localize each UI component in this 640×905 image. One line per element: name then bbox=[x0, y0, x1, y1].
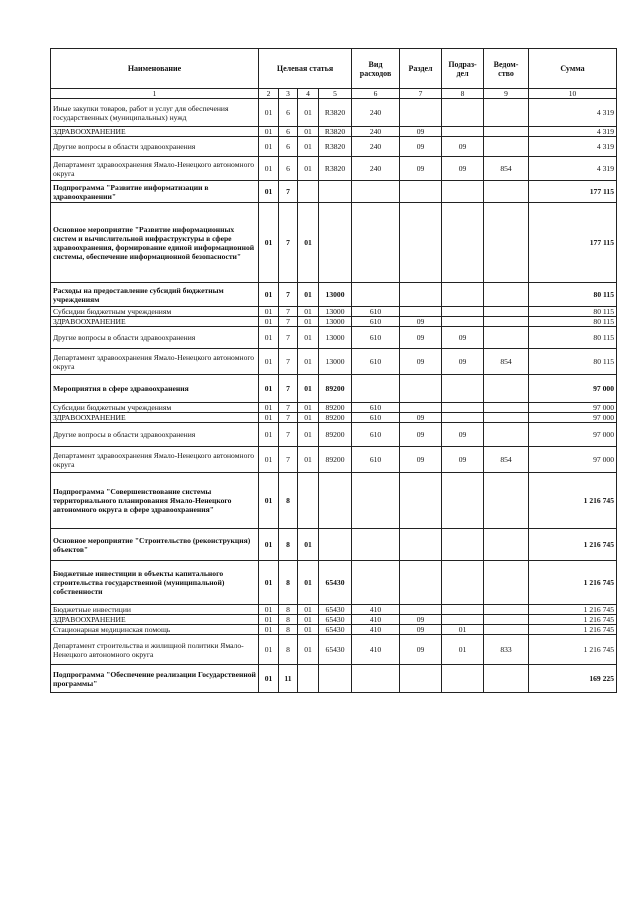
col-num: 7 bbox=[400, 89, 442, 99]
subsection: 01 bbox=[442, 625, 484, 635]
row-name: Основное мероприятие "Развитие информационных систем и вычислительной инфраструктуры в сфере здравоохранения, формирование единой информационной системы, обеспечение информационной безопасности" bbox=[51, 203, 259, 283]
header-vid: Вид расходов bbox=[352, 49, 400, 89]
target-code-3: 01 bbox=[298, 605, 319, 615]
col-num: 4 bbox=[298, 89, 319, 99]
expense-type: 410 bbox=[352, 635, 400, 665]
table-row bbox=[51, 307, 617, 317]
table-row bbox=[51, 615, 617, 625]
section bbox=[400, 99, 442, 127]
target-code-2: 8 bbox=[279, 529, 298, 561]
target-code-4: 65430 bbox=[319, 605, 352, 615]
subsection bbox=[442, 615, 484, 625]
target-code-1: 01 bbox=[259, 605, 279, 615]
expense-type bbox=[352, 473, 400, 529]
table-row bbox=[51, 127, 617, 137]
expense-type bbox=[352, 203, 400, 283]
target-code-1: 01 bbox=[259, 375, 279, 403]
header-vedomstvo: Ведом-ство bbox=[484, 49, 529, 89]
department-code bbox=[484, 283, 529, 307]
table-row bbox=[51, 447, 617, 473]
subsection: 09 bbox=[442, 137, 484, 157]
department-code bbox=[484, 529, 529, 561]
section bbox=[400, 307, 442, 317]
amount: 97 000 bbox=[529, 447, 617, 473]
row-name: Бюджетные инвестиции в объекты капитального строительства государственной (муниципальной) собственности bbox=[51, 561, 259, 605]
row-name: Субсидии бюджетным учреждениям bbox=[51, 403, 259, 413]
row-name: Департамент здравоохранения Ямало-Ненецкого автономного округа bbox=[51, 349, 259, 375]
target-code-1: 01 bbox=[259, 307, 279, 317]
target-code-4: 13000 bbox=[319, 317, 352, 327]
amount: 80 115 bbox=[529, 317, 617, 327]
section: 09 bbox=[400, 127, 442, 137]
target-code-2: 7 bbox=[279, 307, 298, 317]
row-name: Стационарная медицинская помощь bbox=[51, 625, 259, 635]
department-code bbox=[484, 99, 529, 127]
target-code-1: 01 bbox=[259, 203, 279, 283]
col-num: 5 bbox=[319, 89, 352, 99]
target-code-4: R3820 bbox=[319, 137, 352, 157]
expense-type bbox=[352, 561, 400, 605]
expense-type: 610 bbox=[352, 447, 400, 473]
target-code-4 bbox=[319, 181, 352, 203]
subsection bbox=[442, 283, 484, 307]
table-row bbox=[51, 635, 617, 665]
subsection bbox=[442, 99, 484, 127]
target-code-4: 13000 bbox=[319, 327, 352, 349]
section: 09 bbox=[400, 615, 442, 625]
amount: 1 216 745 bbox=[529, 473, 617, 529]
amount: 97 000 bbox=[529, 403, 617, 413]
section bbox=[400, 561, 442, 605]
section: 09 bbox=[400, 349, 442, 375]
expense-type: 240 bbox=[352, 157, 400, 181]
target-code-4: 65430 bbox=[319, 561, 352, 605]
target-code-2: 8 bbox=[279, 473, 298, 529]
target-code-2: 6 bbox=[279, 137, 298, 157]
subsection: 01 bbox=[442, 635, 484, 665]
subsection bbox=[442, 375, 484, 403]
col-num: 6 bbox=[352, 89, 400, 99]
department-code: 854 bbox=[484, 349, 529, 375]
expense-type bbox=[352, 283, 400, 307]
expense-type: 410 bbox=[352, 625, 400, 635]
expense-type: 610 bbox=[352, 349, 400, 375]
target-code-1: 01 bbox=[259, 181, 279, 203]
target-code-2: 8 bbox=[279, 635, 298, 665]
target-code-2: 8 bbox=[279, 561, 298, 605]
target-code-4: 13000 bbox=[319, 283, 352, 307]
expense-type: 610 bbox=[352, 403, 400, 413]
subsection bbox=[442, 473, 484, 529]
target-code-1: 01 bbox=[259, 423, 279, 447]
section: 09 bbox=[400, 157, 442, 181]
section bbox=[400, 403, 442, 413]
target-code-3: 01 bbox=[298, 307, 319, 317]
row-name: ЗДРАВООХРАНЕНИЕ bbox=[51, 127, 259, 137]
subsection bbox=[442, 413, 484, 423]
target-code-1: 01 bbox=[259, 529, 279, 561]
target-code-1: 01 bbox=[259, 349, 279, 375]
table-row bbox=[51, 473, 617, 529]
target-code-3: 01 bbox=[298, 349, 319, 375]
target-code-1: 01 bbox=[259, 327, 279, 349]
target-code-1: 01 bbox=[259, 99, 279, 127]
department-code bbox=[484, 561, 529, 605]
department-code bbox=[484, 181, 529, 203]
subsection: 09 bbox=[442, 447, 484, 473]
department-code bbox=[484, 137, 529, 157]
department-code bbox=[484, 423, 529, 447]
table-row bbox=[51, 625, 617, 635]
header-summa: Сумма bbox=[529, 49, 617, 89]
subsection bbox=[442, 403, 484, 413]
amount: 97 000 bbox=[529, 413, 617, 423]
table-row bbox=[51, 137, 617, 157]
expense-type bbox=[352, 375, 400, 403]
amount: 80 115 bbox=[529, 307, 617, 317]
section: 09 bbox=[400, 423, 442, 447]
subsection bbox=[442, 203, 484, 283]
target-code-2: 8 bbox=[279, 625, 298, 635]
subsection: 09 bbox=[442, 423, 484, 447]
section: 09 bbox=[400, 137, 442, 157]
table-row bbox=[51, 283, 617, 307]
target-code-4 bbox=[319, 665, 352, 693]
target-code-4: 89200 bbox=[319, 413, 352, 423]
target-code-3: 01 bbox=[298, 283, 319, 307]
row-name: Подпрограмма "Совершенствование системы территориального планирования Ямало-Ненецкого автономного округа в сфере здравоохранения" bbox=[51, 473, 259, 529]
budget-table bbox=[50, 48, 617, 693]
target-code-1: 01 bbox=[259, 317, 279, 327]
target-code-4: 89200 bbox=[319, 375, 352, 403]
amount: 1 216 745 bbox=[529, 615, 617, 625]
col-num: 9 bbox=[484, 89, 529, 99]
header-razdel: Раздел bbox=[400, 49, 442, 89]
row-name: Другие вопросы в области здравоохранения bbox=[51, 423, 259, 447]
target-code-2: 7 bbox=[279, 447, 298, 473]
amount: 169 225 bbox=[529, 665, 617, 693]
table-row bbox=[51, 203, 617, 283]
target-code-2: 8 bbox=[279, 605, 298, 615]
table-row bbox=[51, 317, 617, 327]
department-code bbox=[484, 605, 529, 615]
subsection bbox=[442, 665, 484, 693]
target-code-1: 01 bbox=[259, 403, 279, 413]
amount: 1 216 745 bbox=[529, 561, 617, 605]
target-code-4 bbox=[319, 529, 352, 561]
target-code-4: 13000 bbox=[319, 307, 352, 317]
table-row bbox=[51, 561, 617, 605]
expense-type: 610 bbox=[352, 327, 400, 349]
table-row bbox=[51, 413, 617, 423]
department-code: 833 bbox=[484, 635, 529, 665]
table-row bbox=[51, 157, 617, 181]
amount: 4 319 bbox=[529, 137, 617, 157]
department-code bbox=[484, 403, 529, 413]
target-code-3: 01 bbox=[298, 615, 319, 625]
target-code-3: 01 bbox=[298, 317, 319, 327]
target-code-1: 01 bbox=[259, 635, 279, 665]
subsection bbox=[442, 605, 484, 615]
target-code-4: 89200 bbox=[319, 447, 352, 473]
target-code-3: 01 bbox=[298, 375, 319, 403]
target-code-3: 01 bbox=[298, 327, 319, 349]
target-code-2: 6 bbox=[279, 127, 298, 137]
target-code-4: 89200 bbox=[319, 403, 352, 413]
expense-type: 610 bbox=[352, 317, 400, 327]
target-code-2: 7 bbox=[279, 349, 298, 375]
row-name: Мероприятия в сфере здравоохранения bbox=[51, 375, 259, 403]
column-number-row bbox=[51, 89, 617, 99]
header-name: Наименование bbox=[51, 49, 259, 89]
department-code: 854 bbox=[484, 447, 529, 473]
amount: 1 216 745 bbox=[529, 605, 617, 615]
amount: 4 319 bbox=[529, 99, 617, 127]
subsection: 09 bbox=[442, 349, 484, 375]
amount: 4 319 bbox=[529, 127, 617, 137]
expense-type: 610 bbox=[352, 423, 400, 447]
col-num: 2 bbox=[259, 89, 279, 99]
row-name: Расходы на предоставление субсидий бюджетным учреждениям bbox=[51, 283, 259, 307]
amount: 97 000 bbox=[529, 375, 617, 403]
target-code-3: 01 bbox=[298, 447, 319, 473]
target-code-4: R3820 bbox=[319, 157, 352, 181]
expense-type: 610 bbox=[352, 413, 400, 423]
department-code bbox=[484, 625, 529, 635]
target-code-2: 7 bbox=[279, 327, 298, 349]
amount: 177 115 bbox=[529, 181, 617, 203]
department-code bbox=[484, 375, 529, 403]
department-code bbox=[484, 307, 529, 317]
target-code-3: 01 bbox=[298, 635, 319, 665]
row-name: Департамент здравоохранения Ямало-Ненецкого автономного округа bbox=[51, 157, 259, 181]
row-name: Департамент здравоохранения Ямало-Ненецкого автономного округа bbox=[51, 447, 259, 473]
target-code-2: 6 bbox=[279, 99, 298, 127]
target-code-4: 65430 bbox=[319, 615, 352, 625]
table-row bbox=[51, 375, 617, 403]
section bbox=[400, 203, 442, 283]
row-name: Департамент строительства и жилищной политики Ямало-Ненецкого автономного округа bbox=[51, 635, 259, 665]
target-code-2: 7 bbox=[279, 317, 298, 327]
department-code bbox=[484, 473, 529, 529]
target-code-3: 01 bbox=[298, 137, 319, 157]
expense-type bbox=[352, 665, 400, 693]
target-code-1: 01 bbox=[259, 473, 279, 529]
target-code-3: 01 bbox=[298, 561, 319, 605]
section bbox=[400, 283, 442, 307]
table-row bbox=[51, 423, 617, 447]
target-code-3: 01 bbox=[298, 423, 319, 447]
subsection bbox=[442, 529, 484, 561]
target-code-4: 89200 bbox=[319, 423, 352, 447]
row-name: Основное мероприятие "Строительство (реконструкция) объектов" bbox=[51, 529, 259, 561]
expense-type bbox=[352, 181, 400, 203]
section bbox=[400, 605, 442, 615]
target-code-3: 01 bbox=[298, 413, 319, 423]
target-code-3: 01 bbox=[298, 625, 319, 635]
row-name: Иные закупки товаров, работ и услуг для обеспечения государственных (муниципальных) нужд bbox=[51, 99, 259, 127]
expense-type: 240 bbox=[352, 127, 400, 137]
row-name: Подпрограмма "Обеспечение реализации Государственной программы" bbox=[51, 665, 259, 693]
target-code-2: 7 bbox=[279, 403, 298, 413]
amount: 97 000 bbox=[529, 423, 617, 447]
amount: 1 216 745 bbox=[529, 625, 617, 635]
section bbox=[400, 473, 442, 529]
expense-type: 240 bbox=[352, 137, 400, 157]
target-code-2: 7 bbox=[279, 423, 298, 447]
department-code bbox=[484, 317, 529, 327]
col-num: 3 bbox=[279, 89, 298, 99]
department-code bbox=[484, 665, 529, 693]
target-code-4: R3820 bbox=[319, 127, 352, 137]
target-code-1: 01 bbox=[259, 283, 279, 307]
subsection bbox=[442, 127, 484, 137]
row-name: Другие вопросы в области здравоохранения bbox=[51, 327, 259, 349]
target-code-4: 13000 bbox=[319, 349, 352, 375]
expense-type: 610 bbox=[352, 307, 400, 317]
target-code-2: 7 bbox=[279, 283, 298, 307]
section bbox=[400, 529, 442, 561]
amount: 177 115 bbox=[529, 203, 617, 283]
target-code-3: 01 bbox=[298, 203, 319, 283]
header-target: Целевая статья bbox=[259, 49, 352, 89]
target-code-2: 11 bbox=[279, 665, 298, 693]
section: 09 bbox=[400, 327, 442, 349]
row-name: Подпрограмма "Развитие информатизации в здравоохранении" bbox=[51, 181, 259, 203]
target-code-2: 7 bbox=[279, 413, 298, 423]
subsection bbox=[442, 181, 484, 203]
department-code bbox=[484, 413, 529, 423]
table-row bbox=[51, 181, 617, 203]
target-code-1: 01 bbox=[259, 137, 279, 157]
amount: 1 216 745 bbox=[529, 529, 617, 561]
target-code-1: 01 bbox=[259, 157, 279, 181]
subsection: 09 bbox=[442, 157, 484, 181]
amount: 4 319 bbox=[529, 157, 617, 181]
amount: 80 115 bbox=[529, 327, 617, 349]
department-code bbox=[484, 327, 529, 349]
target-code-4 bbox=[319, 203, 352, 283]
subsection: 09 bbox=[442, 327, 484, 349]
target-code-1: 01 bbox=[259, 561, 279, 605]
table-body bbox=[51, 99, 617, 693]
row-name: ЗДРАВООХРАНЕНИЕ bbox=[51, 317, 259, 327]
amount: 80 115 bbox=[529, 349, 617, 375]
table-row bbox=[51, 327, 617, 349]
target-code-3: 01 bbox=[298, 127, 319, 137]
target-code-1: 01 bbox=[259, 665, 279, 693]
amount: 80 115 bbox=[529, 283, 617, 307]
subsection bbox=[442, 317, 484, 327]
section bbox=[400, 181, 442, 203]
target-code-2: 7 bbox=[279, 375, 298, 403]
col-num: 10 bbox=[529, 89, 617, 99]
table-row bbox=[51, 529, 617, 561]
target-code-3 bbox=[298, 665, 319, 693]
target-code-3: 01 bbox=[298, 529, 319, 561]
table-row bbox=[51, 665, 617, 693]
target-code-4: 65430 bbox=[319, 625, 352, 635]
target-code-1: 01 bbox=[259, 127, 279, 137]
amount: 1 216 745 bbox=[529, 635, 617, 665]
table-row bbox=[51, 605, 617, 615]
target-code-2: 8 bbox=[279, 615, 298, 625]
section: 09 bbox=[400, 317, 442, 327]
target-code-3: 01 bbox=[298, 403, 319, 413]
target-code-1: 01 bbox=[259, 413, 279, 423]
subsection bbox=[442, 307, 484, 317]
target-code-2: 6 bbox=[279, 157, 298, 181]
department-code: 854 bbox=[484, 157, 529, 181]
row-name: Другие вопросы в области здравоохранения bbox=[51, 137, 259, 157]
table-row bbox=[51, 99, 617, 127]
section: 09 bbox=[400, 635, 442, 665]
department-code bbox=[484, 127, 529, 137]
target-code-1: 01 bbox=[259, 447, 279, 473]
expense-type bbox=[352, 529, 400, 561]
target-code-2: 7 bbox=[279, 203, 298, 283]
section bbox=[400, 375, 442, 403]
target-code-4: R3820 bbox=[319, 99, 352, 127]
col-num: 8 bbox=[442, 89, 484, 99]
target-code-2: 7 bbox=[279, 181, 298, 203]
row-name: ЗДРАВООХРАНЕНИЕ bbox=[51, 615, 259, 625]
expense-type: 240 bbox=[352, 99, 400, 127]
target-code-1: 01 bbox=[259, 615, 279, 625]
section bbox=[400, 665, 442, 693]
row-name: Субсидии бюджетным учреждениям bbox=[51, 307, 259, 317]
target-code-3: 01 bbox=[298, 99, 319, 127]
target-code-4: 65430 bbox=[319, 635, 352, 665]
department-code bbox=[484, 615, 529, 625]
expense-type: 410 bbox=[352, 615, 400, 625]
row-name: Бюджетные инвестиции bbox=[51, 605, 259, 615]
subsection bbox=[442, 561, 484, 605]
expense-type: 410 bbox=[352, 605, 400, 615]
table-row bbox=[51, 349, 617, 375]
target-code-1: 01 bbox=[259, 625, 279, 635]
section: 09 bbox=[400, 413, 442, 423]
target-code-3: 01 bbox=[298, 157, 319, 181]
target-code-3 bbox=[298, 181, 319, 203]
table-header-row bbox=[51, 49, 617, 89]
target-code-3 bbox=[298, 473, 319, 529]
section: 09 bbox=[400, 625, 442, 635]
table-row bbox=[51, 403, 617, 413]
col-num: 1 bbox=[51, 89, 259, 99]
section: 09 bbox=[400, 447, 442, 473]
department-code bbox=[484, 203, 529, 283]
header-podrazdel: Подраз-дел bbox=[442, 49, 484, 89]
row-name: ЗДРАВООХРАНЕНИЕ bbox=[51, 413, 259, 423]
target-code-4 bbox=[319, 473, 352, 529]
